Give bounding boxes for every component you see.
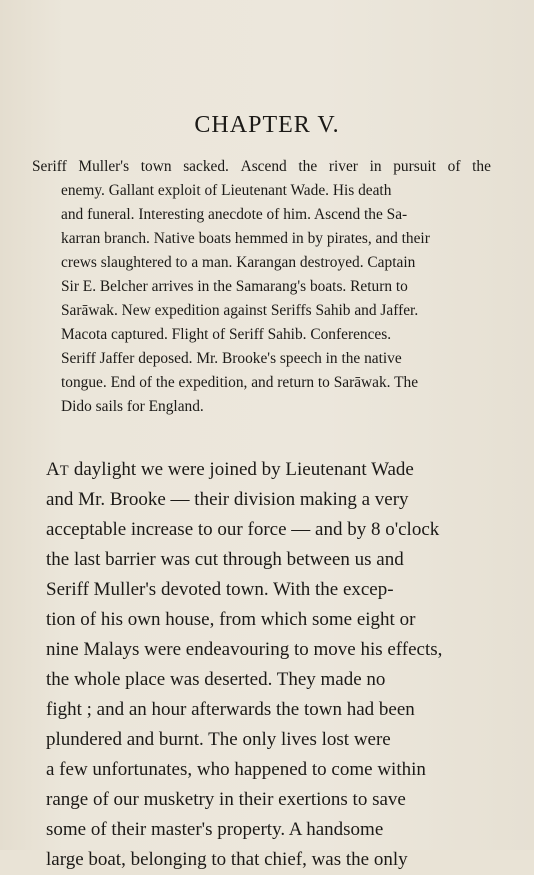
summary-line: tongue. End of the expedition, and return to Sarāwak. The: [61, 374, 419, 391]
body-line: tion of his own house, from which some eight or: [46, 609, 416, 630]
small-caps-initial: A: [46, 459, 60, 480]
body-line: nine Malays were endeavouring to move his effects,: [46, 639, 443, 660]
summary-line: Seriff Jaffer deposed. Mr. Brooke's speech in the native: [61, 350, 402, 367]
show-through-text: [18, 0, 518, 110]
body-line: Seriff Muller's devoted town. With the excep-: [46, 579, 394, 600]
body-line-first: [46, 455, 414, 485]
word: the: [298, 158, 318, 175]
summary-line: enemy. Gallant exploit of Lieutenant Wade. His death: [61, 182, 392, 199]
word: pursuit: [393, 158, 436, 175]
summary-line: Macota captured. Flight of Seriff Sahib. Conferences.: [61, 326, 392, 343]
body-line: and Mr. Brooke — their division making a very: [46, 489, 409, 510]
summary-line: [32, 155, 491, 179]
body-line: the whole place was deserted. They made no: [46, 669, 386, 690]
body-line: large boat, belonging to that chief, was the only: [46, 849, 408, 870]
body-line: some of their master's property. A handsome: [46, 819, 384, 840]
summary-line: Dido sails for England.: [61, 398, 204, 415]
body-line: fight ; and an hour afterwards the town had been: [46, 699, 415, 720]
word: of: [447, 158, 461, 175]
chapter-title: CHAPTER V.: [194, 112, 340, 138]
word: Muller's: [78, 158, 130, 175]
summary-line: Sarāwak. New expedition against Seriffs Sahib and Jaffer.: [61, 302, 419, 319]
summary-line: karran branch. Native boats hemmed in by pirates, and their: [61, 230, 430, 247]
word: Seriff: [32, 158, 67, 175]
body-line: plundered and burnt. The only lives lost were: [46, 729, 391, 750]
first-line-text: daylight we were joined by Lieutenant Wade: [73, 459, 414, 480]
body-line: acceptable increase to our force — and by 8 o'clock: [46, 519, 440, 540]
word: town: [140, 158, 172, 175]
word: river: [328, 158, 358, 175]
word: the: [472, 158, 491, 175]
small-caps-rest: T: [59, 463, 70, 479]
word: sacked.: [183, 158, 229, 175]
body-line: the last barrier was cut through between us and: [46, 549, 404, 570]
word: Ascend: [240, 158, 287, 175]
body-line: range of our musketry in their exertions to save: [46, 789, 406, 810]
summary-line: crews slaughtered to a man. Karangan destroyed. Captain: [61, 254, 416, 271]
word: in: [369, 158, 382, 175]
body-line: a few unfortunates, who happened to come within: [46, 759, 426, 780]
summary-line: and funeral. Interesting anecdote of him. Ascend the Sa-: [61, 206, 408, 223]
summary-line: Sir E. Belcher arrives in the Samarang's boats. Return to: [61, 278, 408, 295]
